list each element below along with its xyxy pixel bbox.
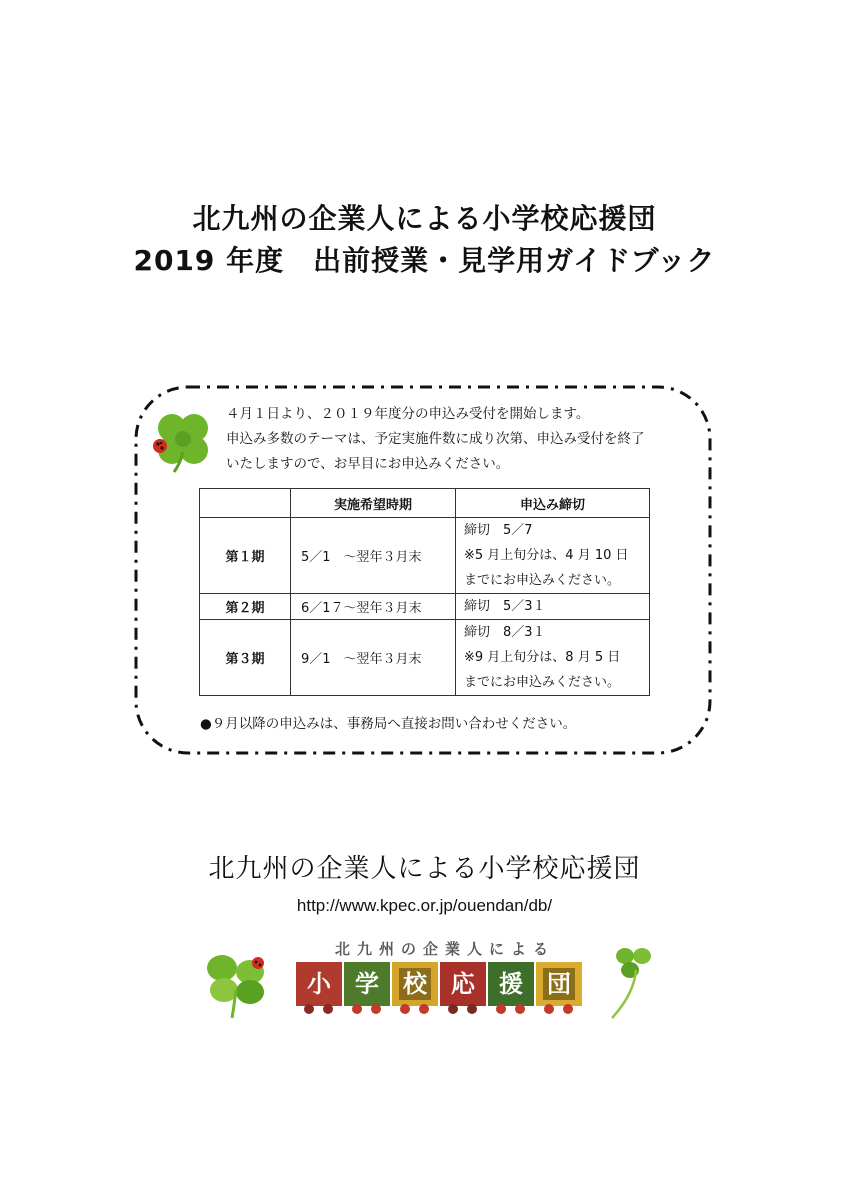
train-car xyxy=(344,962,390,1016)
when-cell: 6／1７～翌年３月末 xyxy=(291,594,456,620)
period-cell: 第２期 xyxy=(200,594,291,620)
period-cell: 第１期 xyxy=(200,518,291,594)
column-header-period xyxy=(200,489,291,518)
train-car-body xyxy=(536,962,582,1006)
table-row xyxy=(200,594,650,620)
org-name: 北九州の企業人による小学校応援団 xyxy=(208,854,641,884)
logo-subtitle: 北九州の企業人による xyxy=(334,940,555,958)
train-car xyxy=(296,962,342,1016)
deadline-line: 締切 8／3１ xyxy=(464,625,546,640)
title-line-2: 2019 年度 出前授業・見学用ガイドブック xyxy=(133,244,716,277)
when-cell: 9／1 ～翌年３月末 xyxy=(291,620,456,696)
notice-line: ４月１日より、２０１９年度分の申込み受付を開始します。 xyxy=(226,406,590,422)
train-car-char: 応 xyxy=(447,968,479,1000)
clover-ladybug-logo-icon xyxy=(204,950,270,1020)
wheel-icon xyxy=(515,1004,525,1014)
notice-line: いたしますので、お早目にお申込みください。 xyxy=(226,456,510,472)
period-cell: 第３期 xyxy=(200,620,291,696)
notice-text xyxy=(226,402,696,477)
wheel-icon xyxy=(304,1004,314,1014)
train-car xyxy=(440,962,486,1016)
org-url-link[interactable]: http://www.kpec.or.jp/ouendan/db/ xyxy=(296,896,553,915)
wheel-icon xyxy=(323,1004,333,1014)
wheel-icon xyxy=(544,1004,554,1014)
deadline-cell xyxy=(456,518,650,594)
deadline-note: ※5 月上旬分は、4 月 10 日 xyxy=(464,548,629,563)
wheel-icon xyxy=(496,1004,506,1014)
train-car xyxy=(488,962,534,1016)
table-header-row xyxy=(200,489,650,518)
train-car-char: 校 xyxy=(399,968,431,1000)
wheel-icon xyxy=(400,1004,410,1014)
column-header-when: 実施希望時期 xyxy=(291,489,456,518)
deadline-note: ※9 月上旬分は、8 月 5 日 xyxy=(464,650,621,665)
deadline-line: 締切 5／7 xyxy=(464,523,533,538)
train-car-char: 学 xyxy=(351,968,383,1000)
clover-sprout-icon xyxy=(608,944,660,1020)
logo-train xyxy=(296,962,582,1016)
train-car-body xyxy=(488,962,534,1006)
train-car xyxy=(392,962,438,1016)
deadline-note: までにお申込みください。 xyxy=(464,573,621,588)
notice-line: 申込み多数のテーマは、予定実施件数に成り次第、申込み受付を終了 xyxy=(226,431,645,447)
train-car-char: 援 xyxy=(495,968,527,1000)
train-car-body xyxy=(392,962,438,1006)
wheel-icon xyxy=(467,1004,477,1014)
train-car-char: 小 xyxy=(303,968,335,1000)
document-title xyxy=(0,198,849,282)
wheel-icon xyxy=(563,1004,573,1014)
footnote: ●９月以降の申込みは、事務局へ直接お問い合わせください。 xyxy=(200,716,577,732)
wheel-icon xyxy=(371,1004,381,1014)
title-line-1: 北九州の企業人による小学校応援団 xyxy=(192,202,657,235)
table-row xyxy=(200,620,650,696)
wheel-icon xyxy=(448,1004,458,1014)
train-car-char: 団 xyxy=(543,968,575,1000)
wheel-icon xyxy=(352,1004,362,1014)
column-header-deadline: 申込み締切 xyxy=(456,489,650,518)
deadline-note: までにお申込みください。 xyxy=(464,675,621,690)
train-car-body xyxy=(344,962,390,1006)
train-car-body xyxy=(296,962,342,1006)
train-car-body xyxy=(440,962,486,1006)
when-cell: 5／1 ～翌年３月末 xyxy=(291,518,456,594)
schedule-table xyxy=(199,488,650,696)
table-row xyxy=(200,518,650,594)
deadline-line: 締切 5／3１ xyxy=(464,599,546,614)
deadline-cell xyxy=(456,594,650,620)
train-car xyxy=(536,962,582,1016)
deadline-cell xyxy=(456,620,650,696)
clover-ladybug-icon xyxy=(150,408,216,474)
wheel-icon xyxy=(419,1004,429,1014)
